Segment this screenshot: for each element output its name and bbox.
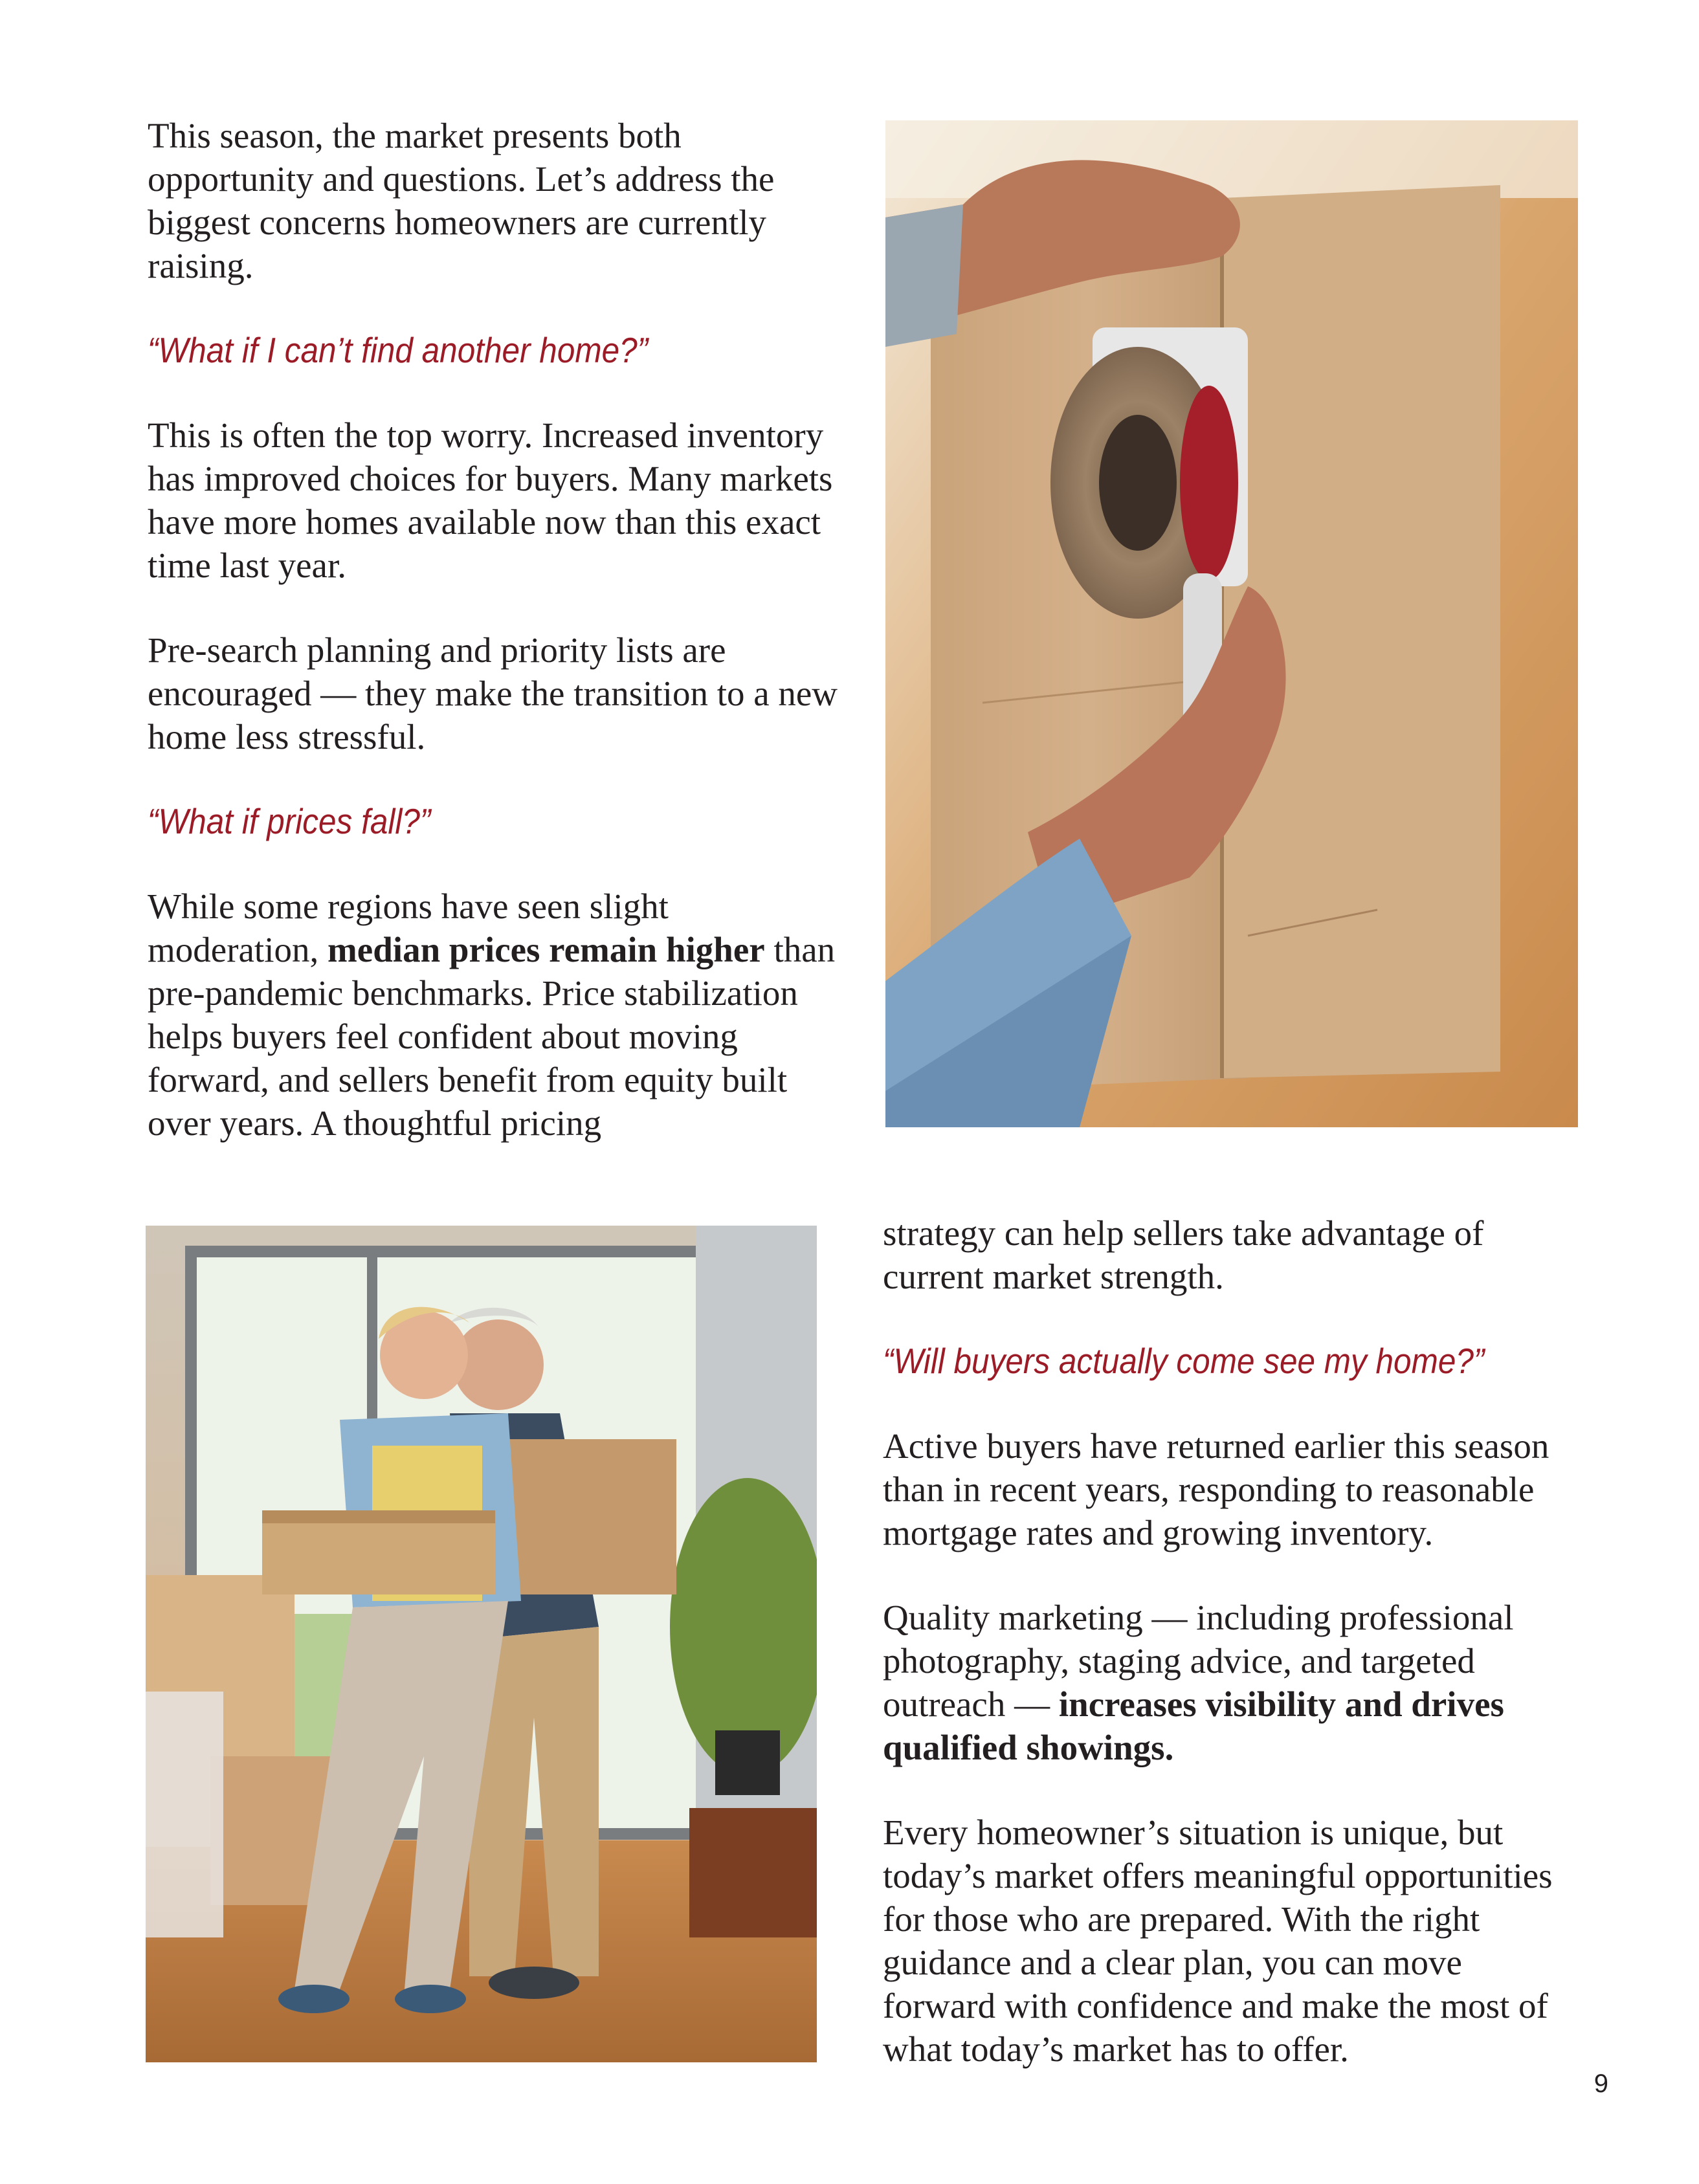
photo-couple-graphic — [146, 1226, 817, 2062]
photo-couple-with-boxes — [146, 1226, 817, 2062]
page-number: 9 — [1594, 2069, 1608, 2098]
left-column-text — [148, 114, 847, 1186]
marketing-bold-text: increases visibility and drives qualified showings. — [883, 1684, 1504, 1767]
paragraph-top-worry: This is often the top worry. Increased inventory has improved choices for buyers. Many markets have more homes available now than this exact time last year. — [148, 415, 833, 585]
marketing-text: Quality marketing — including professional photography, staging advice, and targeted outreach — — [883, 1598, 1514, 1724]
question-heading-find-home: “What if I can’t find another home?” — [148, 330, 649, 370]
intro-paragraph: This season, the market presents both opportunity and questions. Let’s address the biggest concerns homeowners are currently raising. — [148, 116, 775, 285]
paragraph-pricing-strategy: strategy can help sellers take advantage of current market strength. — [883, 1213, 1484, 1296]
photo-taping-box-graphic — [885, 120, 1578, 1127]
photo-taping-box — [885, 120, 1578, 1127]
paragraph-closing: Every homeowner’s situation is unique, but today’s market offers meaningful opportunities for those who are prepared. With the right guidance and a clear plan, you can move forward with confidence and make the most of what today’s market has to offer. — [883, 1813, 1553, 2069]
paragraph-quality-marketing — [883, 1596, 1569, 1769]
prices-text-end: than pre-pandemic benchmarks. Price stabilization helps buyers feel confident about moving forward, and sellers benefit from equity built over years. A thoughtful pricing — [148, 930, 836, 1143]
prices-text-start: While some regions have seen slight moderation, — [148, 887, 669, 969]
question-heading-prices-fall: “What if prices fall?” — [148, 801, 431, 841]
prices-bold-text: median prices remain higher — [327, 930, 765, 969]
right-column-text — [883, 1211, 1569, 2112]
paragraph-prices — [148, 885, 847, 1145]
question-heading-buyers-visit: “Will buyers actually come see my home?” — [883, 1341, 1485, 1381]
paragraph-active-buyers: Active buyers have returned earlier this season than in recent years, responding to reasonable mortgage rates and growing inventory. — [883, 1426, 1549, 1552]
paragraph-pre-search: Pre-search planning and priority lists are encouraged — they make the transition to a new home less stressful. — [148, 630, 838, 756]
